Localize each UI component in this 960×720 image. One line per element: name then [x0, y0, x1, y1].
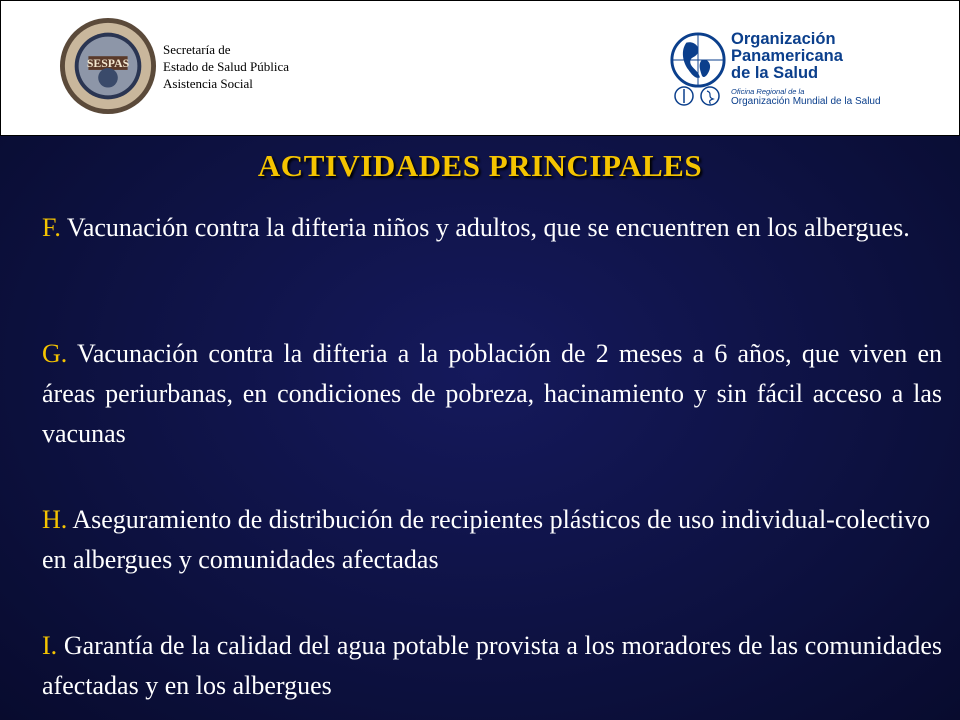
item-text: Aseguramiento de distribución de recipientes plásticos de uso individual-colectivo en albergues y comunidades afectadas [42, 505, 931, 574]
item-letter: H. [42, 505, 68, 534]
item-text: Vacunación contra la difteria niños y adultos, que se encuentren en los albergues. [60, 213, 910, 242]
item-text: Garantía de la calidad del agua potable provista a los moradores de las comunidades afectadas y en los albergues [42, 631, 942, 700]
activity-item-f [42, 208, 942, 248]
sespas-line-2: Estado de Salud Pública [163, 59, 290, 74]
activity-item-i [42, 626, 942, 706]
item-letter: G. [42, 339, 68, 368]
ops-subtitle [731, 87, 881, 108]
ops-name [731, 31, 843, 82]
who-emblems-icon [673, 85, 725, 107]
sespas-line-1: Secretaría de [163, 42, 231, 57]
svg-text:SESPAS: SESPAS [86, 56, 130, 70]
activity-item-g [42, 334, 942, 454]
sespas-seal-logo [59, 17, 157, 115]
slide-title: ACTIVIDADES PRINCIPALES [257, 148, 703, 183]
sespas-line-3: Asistencia Social [163, 76, 253, 91]
item-letter: I. [42, 631, 58, 660]
ops-name-line-2: Panamericana [731, 47, 843, 65]
globe-icon [669, 31, 727, 89]
activity-item-h [42, 500, 942, 580]
header-band [0, 0, 960, 136]
ops-sub-big: Organización Mundial de la Salud [731, 96, 881, 107]
item-text: Vacunación contra la difteria a la población de 2 meses a 6 años, que viven en áreas periurbanas, en condiciones de pobreza, hacinamiento y sin fácil acceso a las vacunas [42, 339, 942, 448]
item-letter: F. [42, 213, 61, 242]
ops-sub-small: Oficina Regional de la [731, 87, 805, 96]
ops-name-line-1: Organización [731, 30, 836, 48]
ops-logo [669, 29, 899, 111]
sespas-name [163, 41, 289, 92]
ops-name-line-3: de la Salud [731, 64, 819, 82]
